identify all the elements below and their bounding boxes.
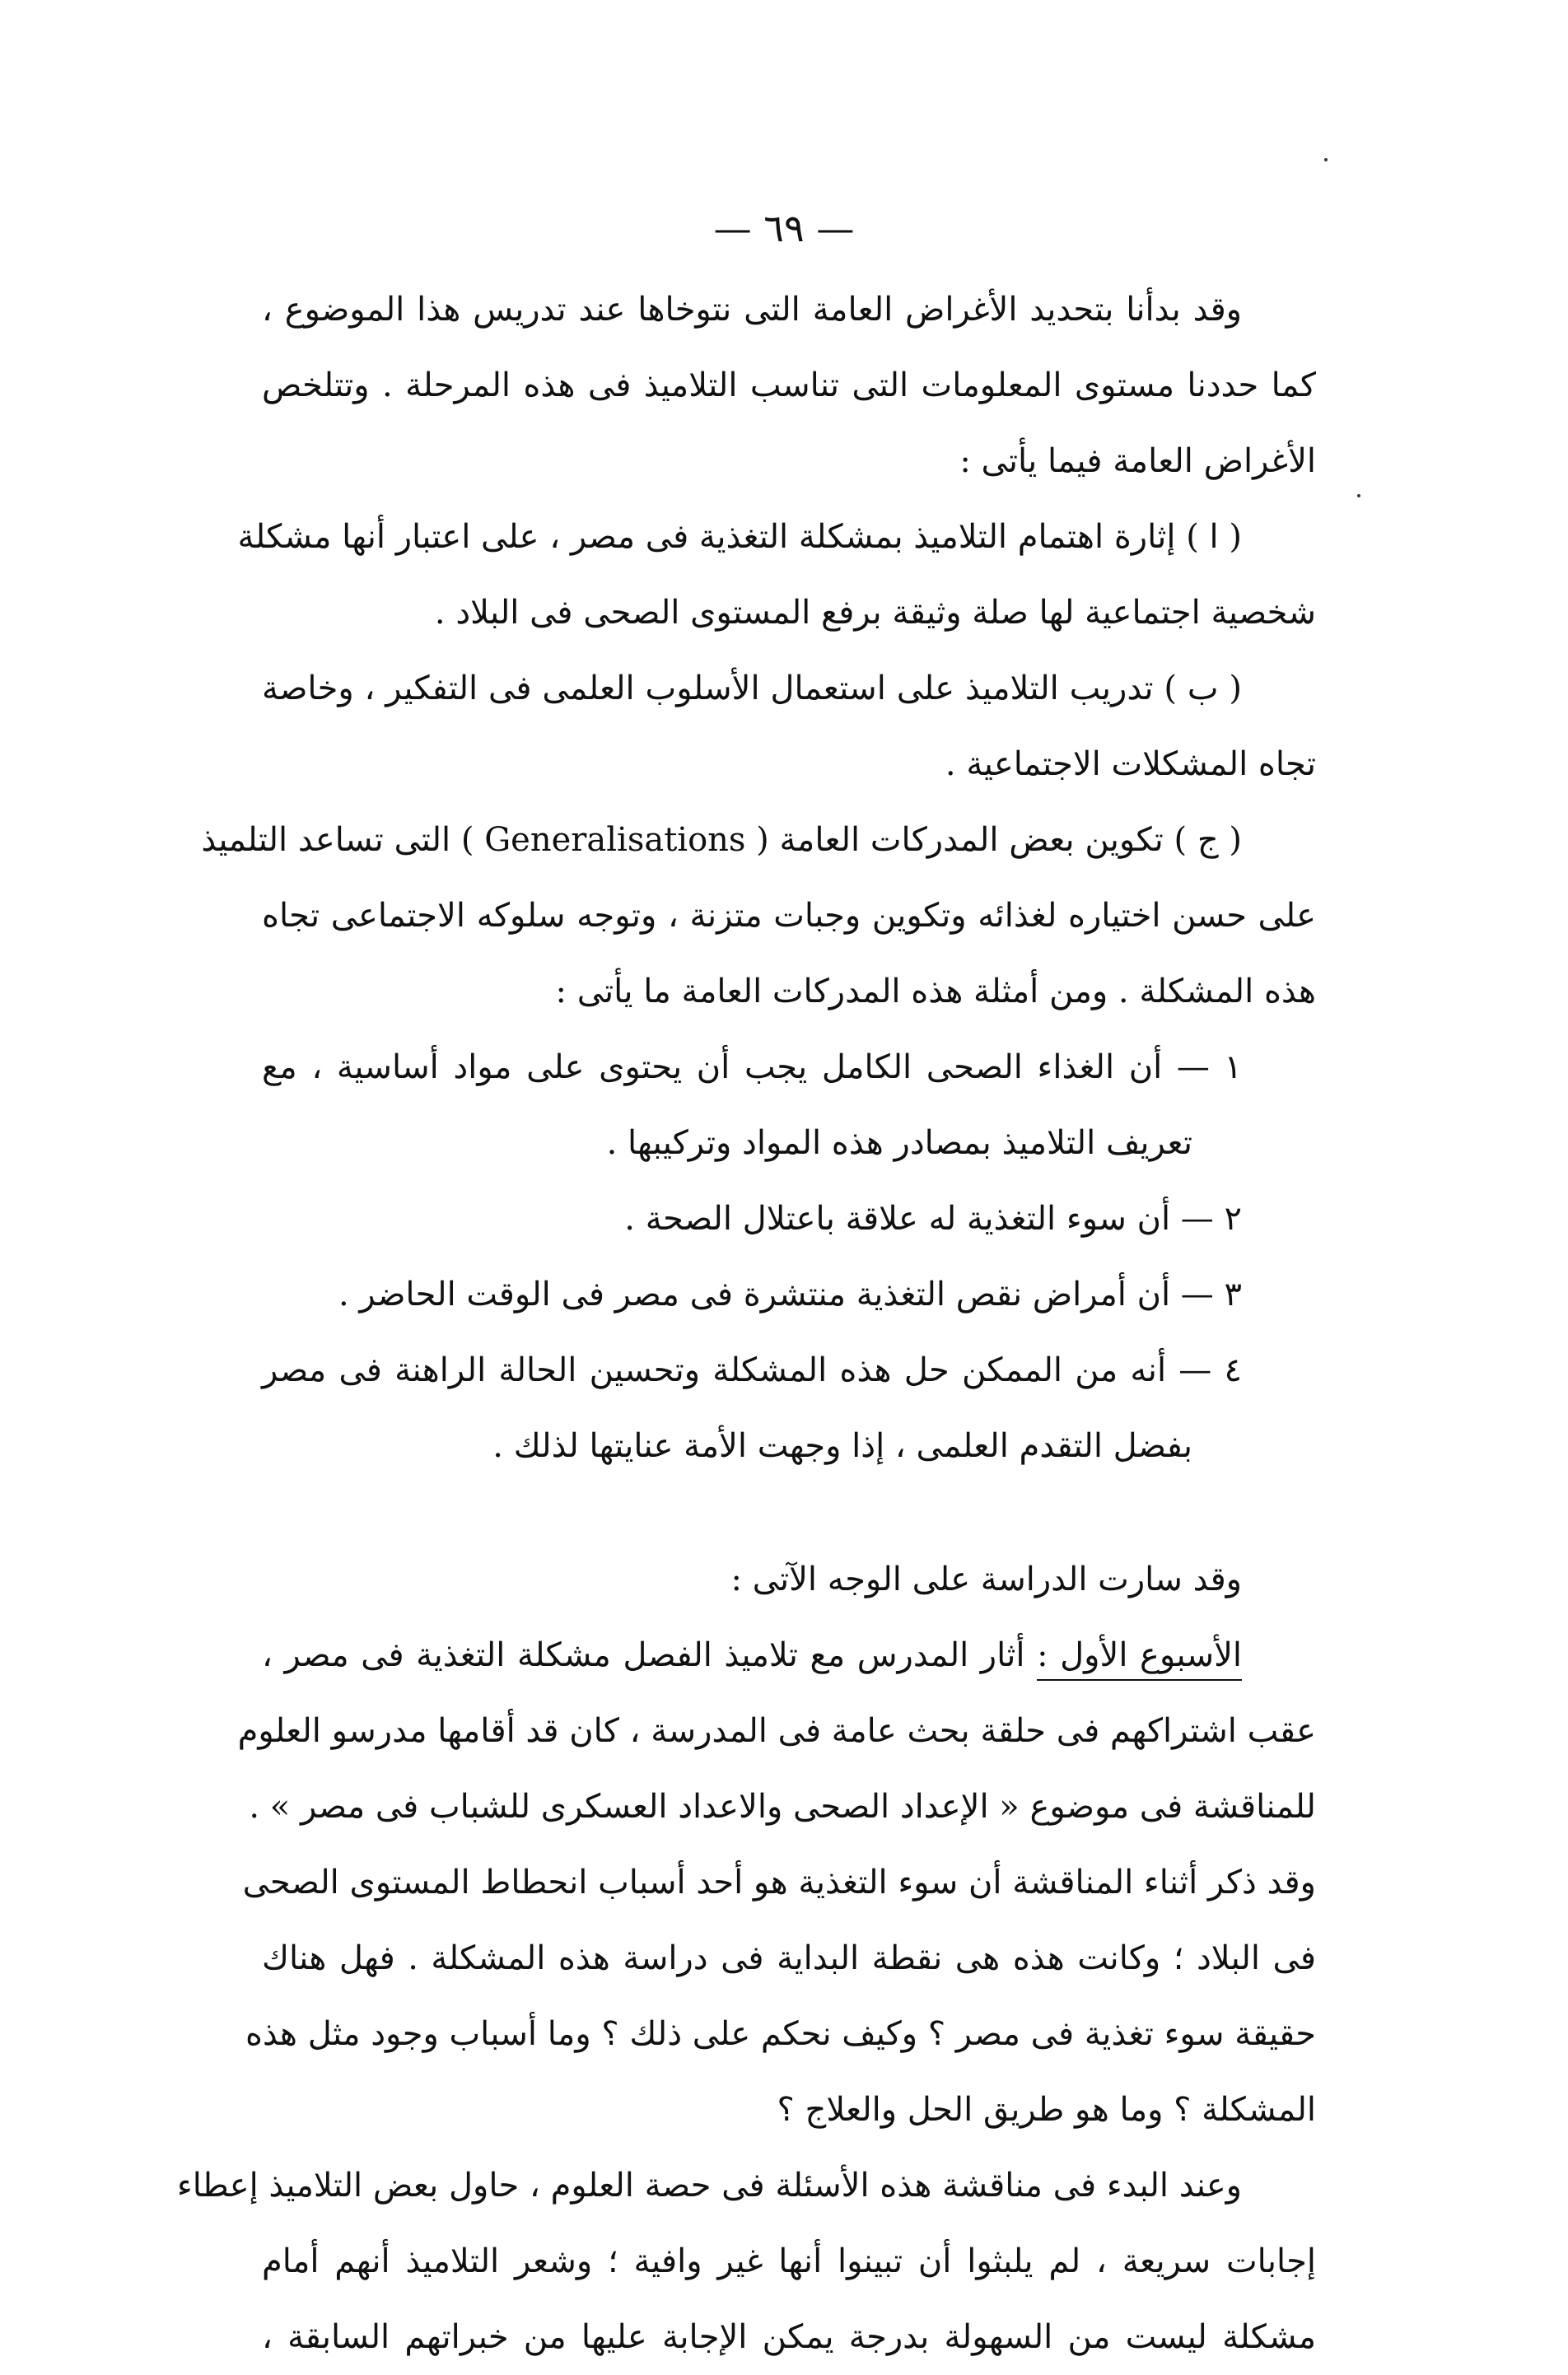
text-line: للمناقشة فى موضوع « الإعداد الصحى والاعداد العسكرى للشباب فى مصر » . xyxy=(249,1788,1316,1826)
text-line: هذه المشكلة . ومن أمثلة هذه المدركات العامة ما يأتى : xyxy=(555,973,1316,1010)
text-span: أثار المدرس مع تلاميذ الفصل مشكلة التغذية فى مصر ، xyxy=(262,1636,1025,1674)
list-item-line: ٣ — أن أمراض نقص التغذية منتشرة فى مصر فى الوقت الحاضر . xyxy=(338,1276,1242,1313)
list-item-line: بفضل التقدم العلمى ، إذا وجهت الأمة عنايتها لذلك . xyxy=(492,1427,1192,1465)
text-line: شخصية اجتماعية لها صلة وثيقة برفع المستوى الصحى فى البلاد . xyxy=(434,594,1316,632)
week-heading-line xyxy=(262,1617,1316,1693)
list-item-line: ٢ — أن سوء التغذية له علاقة باعتلال الصحة . xyxy=(624,1200,1242,1238)
text-line: على حسن اختياره لغذائه وتكوين وجبات متزنة ، وتوجه سلوكه الاجتماعى تجاه xyxy=(262,897,1316,935)
text-line: ( ب ) تدريب التلاميذ على استعمال الأسلوب العلمى فى التفكير ، وخاصة xyxy=(262,670,1242,707)
text-line: كما حددنا مستوى المعلومات التى تناسب التلاميذ فى هذه المرحلة . وتتلخص xyxy=(262,366,1316,404)
text-line: ( ج ) تكوين بعض المدركات العامة ( Generalisations ) التى تساعد التلميذ xyxy=(201,821,1242,859)
text-line: مشكلة ليست من السهولة بدرجة يمكن الإجابة عليها من خبراتهم السابقة ، xyxy=(262,2318,1316,2356)
page-number: — ٦٩ — xyxy=(713,206,855,250)
text-line: فى البلاد ؛ وكانت هذه هى نقطة البداية فى دراسة هذه المشكلة . فهل هناك xyxy=(262,1939,1316,1977)
text-line: عقب اشتراكهم فى حلقة بحث عامة فى المدرسة ، كان قد أقامها مدرسو العلوم xyxy=(237,1712,1316,1750)
text-line: ( ا ) إثارة اهتمام التلاميذ بمشكلة التغذية فى مصر ، على اعتبار أنها مشكلة xyxy=(237,518,1242,556)
page-body xyxy=(176,272,1317,2375)
text-line: إجابات سريعة ، لم يلبثوا أن تبينوا أنها غير وافية ؛ وشعر التلاميذ أنهم أمام xyxy=(262,2242,1317,2280)
text-line: الأغراض العامة فيما يأتى : xyxy=(959,442,1316,480)
text-line: وقد سارت الدراسة على الوجه الآتى : xyxy=(730,1561,1242,1598)
week-one-heading: الأسبوع الأول : xyxy=(1037,1636,1242,1681)
list-item-line: ٤ — أنه من الممكن حل هذه المشكلة وتحسين الحالة الراهنة فى مصر xyxy=(262,1351,1242,1389)
list-item-line: ١ — أن الغذاء الصحى الكامل يجب أن يحتوى على مواد أساسية ، مع xyxy=(262,1048,1242,1086)
scan-speck xyxy=(1357,494,1360,497)
text-line: حقيقة سوء تغذية فى مصر ؟ وكيف نحكم على ذلك ؟ وما أسباب وجود مثل هذه xyxy=(245,2015,1316,2053)
scan-speck xyxy=(1324,158,1328,161)
text-line: وعند البدء فى مناقشة هذه الأسئلة فى حصة العلوم ، حاول بعض التلاميذ إعطاء xyxy=(176,2167,1242,2205)
list-item-line: تعريف التلاميذ بمصادر هذه المواد وتركيبها . xyxy=(606,1124,1192,1162)
text-line: وقد بدأنا بتحديد الأغراض العامة التى نتوخاها عند تدريس هذا الموضوع ، xyxy=(262,291,1242,329)
text-line: المشكلة ؟ وما هو طريق الحل والعلاج ؟ xyxy=(777,2091,1316,2129)
text-line: تجاه المشكلات الاجتماعية . xyxy=(945,745,1316,783)
text-line: وقد ذكر أثناء المناقشة أن سوء التغذية هو أحد أسباب انحطاط المستوى الصحى xyxy=(242,1864,1316,1901)
